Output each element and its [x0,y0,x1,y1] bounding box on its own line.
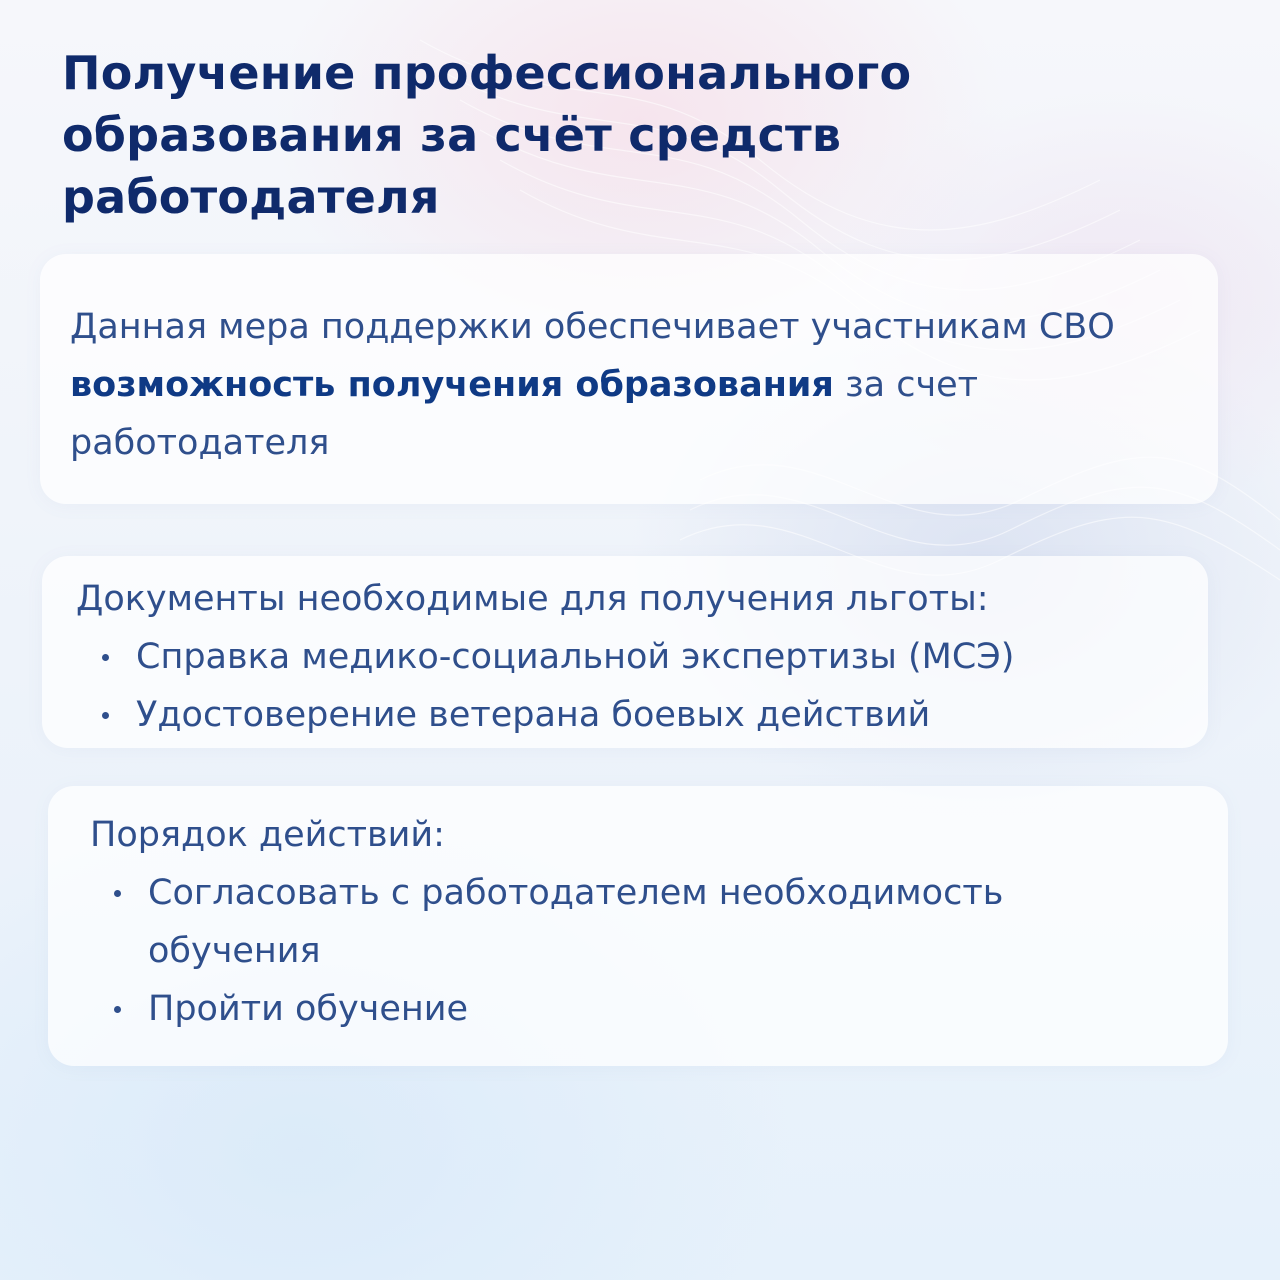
intro-text-emphasis: возможность получения образования [70,365,834,405]
list-item-label: Согласовать с работодателем необходимость обучения [148,873,1004,971]
procedure-list [148,864,1168,1038]
intro-text-ending: за счет работодателя [70,365,979,463]
list-item-label: Справка медико-социальной экспертизы (МСЭ) [136,637,1015,677]
list-item [148,864,1168,980]
list-item-label: Удостоверение ветерана боевых действий [136,695,931,735]
bullet-dot-icon [102,654,109,661]
documents-list [136,628,1014,744]
bullet-dot-icon [114,1006,121,1013]
intro-text-regular: Данная мера поддержки обеспечивает участникам СВО [70,307,1115,347]
intro-text [70,298,1190,472]
list-item [136,628,1014,686]
page-title: Получение профессионального образования за счёт средств работодателя [62,46,912,224]
intro-card [40,254,1218,504]
list-item-label: Пройти обучение [148,989,469,1029]
bullet-dot-icon [102,712,109,719]
list-item [136,686,1014,744]
documents-heading: Документы необходимые для получения льготы: [76,579,989,619]
list-item [148,980,1168,1038]
documents-card [42,556,1208,748]
bullet-dot-icon [114,890,121,897]
procedure-heading: Порядок действий: [90,815,445,855]
procedure-card [48,786,1228,1066]
